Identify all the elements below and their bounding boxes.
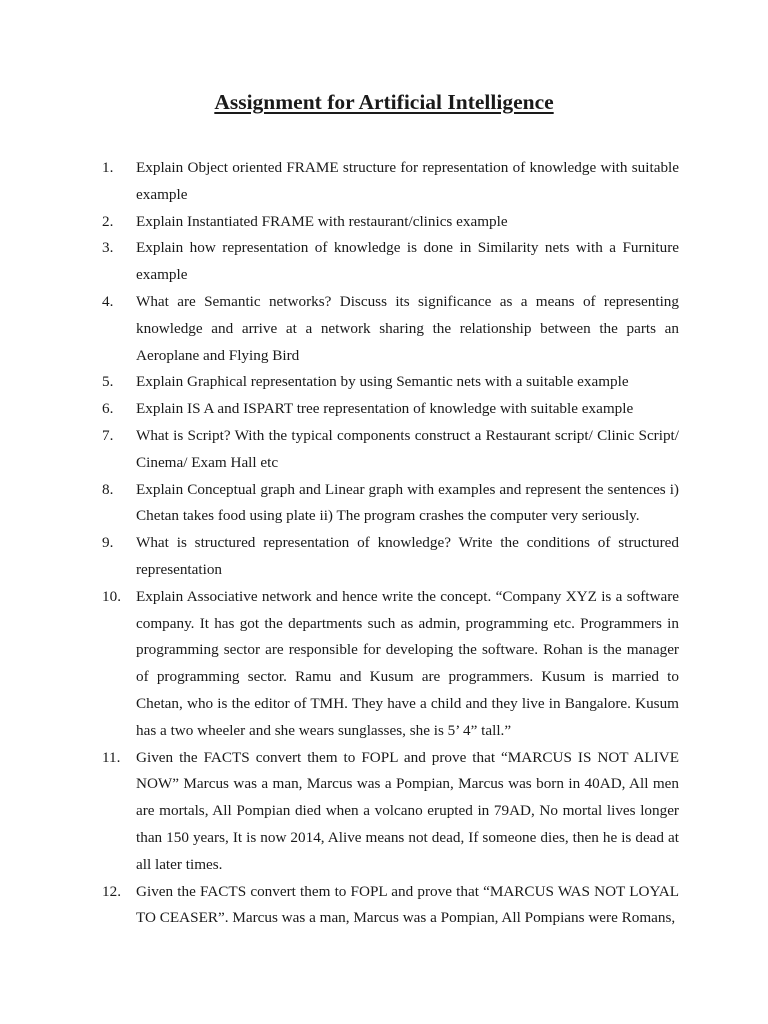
question-text: What is structured representation of knowledge? Write the conditions of structured representation <box>136 534 679 578</box>
question-text: Explain Associative network and hence write the concept. “Company XYZ is a software company. It has got the departments such as admin, programming etc. Programmers in programming sector are responsible for developing the software. Rohan is the manager of programming sector. Ramu and Kusum are programmers. Kusum is married to Chetan, who is the editor of TMH. They have a child and they live in Bangalore. Kusum has a two wheeler and she wears sunglasses, she is 5’ 4” tall.” <box>136 587 679 739</box>
question-item-4 <box>102 289 679 369</box>
question-text: What is Script? With the typical components construct a Restaurant script/ Clinic Script/ Cinema/ Exam Hall etc <box>136 426 679 471</box>
document-title: Assignment for Artificial Intelligence <box>214 90 554 114</box>
question-number: 10. <box>102 587 121 605</box>
question-item-2 <box>102 209 679 236</box>
question-number: 4. <box>102 292 114 310</box>
question-item-11 <box>102 745 679 879</box>
question-number: 6. <box>102 400 114 418</box>
question-text: What are Semantic networks? Discuss its significance as a means of representing knowledge and arrive at a network sharing the relationship between the parts an Aeroplane and Flying Bird <box>136 292 679 364</box>
question-text: Explain Conceptual graph and Linear graph with examples and represent the sentences i) Chetan takes food using plate ii) The program crashes the computer very seriously. <box>136 480 679 525</box>
question-number: 5. <box>102 373 114 391</box>
question-number: 3. <box>102 239 114 257</box>
question-item-1 <box>102 155 679 209</box>
question-item-9 <box>102 530 679 584</box>
question-text: Explain IS A and ISPART tree representation of knowledge with suitable example <box>136 400 634 418</box>
question-item-7 <box>102 423 679 477</box>
question-text: Explain Object oriented FRAME structure for representation of knowledge with suitable example <box>136 159 679 203</box>
question-number: 12. <box>102 882 121 900</box>
question-item-10 <box>102 584 679 745</box>
question-text: Explain Instantiated FRAME with restaurant/clinics example <box>136 212 508 230</box>
question-text: Given the FACTS convert them to FOPL and prove that “MARCUS IS NOT ALIVE NOW” Marcus was a man, Marcus was a Pompian, Marcus was born in 40AD, All men are mortals, All Pompian died when a volcano erupted in 79AD, No mortal lives longer than 150 years, It is now 2014, Alive means not dead, If someone dies, then he is dead at all later times. <box>136 748 679 873</box>
question-text: Given the FACTS convert them to FOPL and prove that “MARCUS WAS NOT LOYAL TO CEASER”. Marcus was a man, Marcus was a Pompian, All Pompians were Romans, <box>136 882 679 927</box>
question-number: 1. <box>102 159 114 176</box>
question-item-6 <box>102 396 679 423</box>
question-number: 2. <box>102 212 114 230</box>
question-item-5 <box>102 369 679 396</box>
question-text: Explain Graphical representation by using Semantic nets with a suitable example <box>136 373 629 391</box>
question-number: 8. <box>102 480 114 498</box>
question-number: 11. <box>102 748 121 766</box>
question-item-8 <box>102 477 679 531</box>
question-list <box>102 155 679 932</box>
question-number: 9. <box>102 534 114 552</box>
question-text: Explain how representation of knowledge is done in Similarity nets with a Furniture example <box>136 239 679 284</box>
question-number: 7. <box>102 426 114 444</box>
question-item-12 <box>102 879 679 933</box>
question-item-3 <box>102 235 679 289</box>
